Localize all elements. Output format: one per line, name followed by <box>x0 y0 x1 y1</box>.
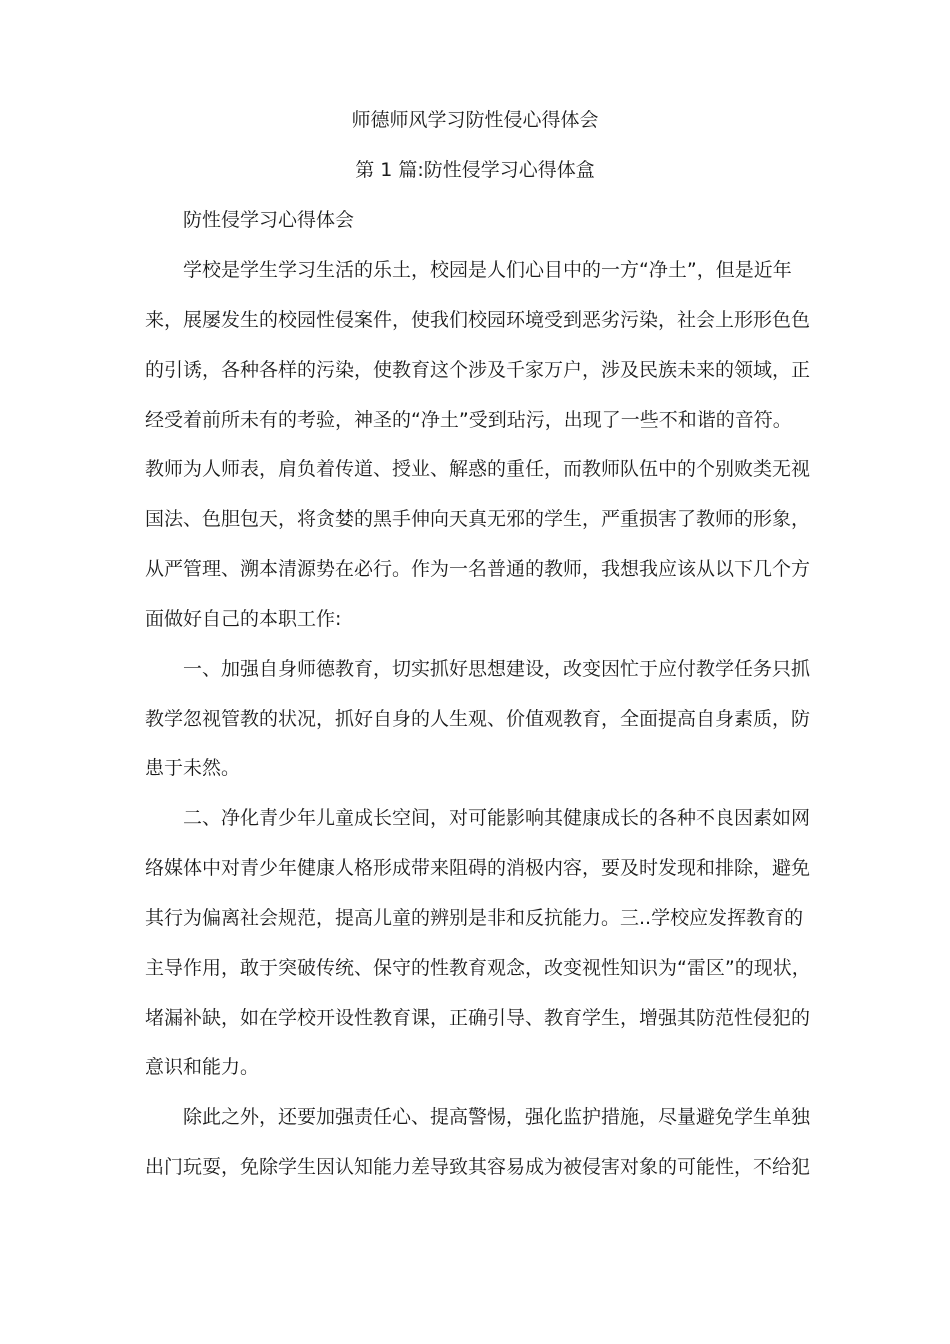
text-line: 从严管理、溯本清源势在必行。作为一名普通的教师，我想我应该从以下几个方 <box>145 558 811 580</box>
text-line: 的引诱，各种各样的污染，使教育这个涉及千家万户，涉及民族未来的领域，正 <box>145 359 811 381</box>
text-line: 防性侵学习心得体会 <box>145 209 355 231</box>
text-line: 患于未然。 <box>145 757 241 779</box>
text-line: 二、净化青少年儿童成长空间，对可能影响其健康成长的各种不良因素如网 <box>145 807 811 829</box>
text-line: 教学忽视管教的状况，抓好自身的人生观、价值观教育，全面提高自身素质，防 <box>145 708 811 730</box>
text-line: 出门玩耍，免除学生因认知能力差导致其容易成为被侵害对象的可能性，不给犯 <box>145 1156 811 1178</box>
text-line: 络媒体中对青少年健康人格形成带来阻碍的消极内容，要及时发现和排除，避免 <box>145 857 811 879</box>
text-line: 学校是学生学习生活的乐土，校园是人们心目中的一方“净土”，但是近年 <box>145 259 792 281</box>
text-line: 教师为人师表，肩负着传道、授业、解惑的重任，而教师队伍中的个别败类无视 <box>145 458 811 480</box>
text-line: 来，展屡发生的校园性侵案件，使我们校园环境受到恶劣污染，社会上形形色色 <box>145 309 811 331</box>
text-line: 意识和能力。 <box>145 1056 260 1078</box>
text-line: 堵漏补缺，如在学校开设性教育课，正确引导、教育学生，增强其防范性侵犯的 <box>145 1007 811 1029</box>
text-line: 其行为偏离社会规范，提高儿童的辨别是非和反抗能力。三..学校应发挥教育的 <box>145 907 804 929</box>
text-line: 经受着前所未有的考验，神圣的“净土”受到玷污，出现了一些不和谐的音符。 <box>145 409 792 431</box>
text-line: 除此之外，还要加强责任心、提高警惕，强化监护措施，尽量避免学生单独 <box>145 1106 811 1128</box>
document-title: 师德师风学习防性侵心得体会 <box>351 109 599 131</box>
text-line: 主导作用，敢于突破传统、保守的性教育观念，改变视性知识为“雷区”的现状， <box>145 957 811 979</box>
text-line: 面做好自己的本职工作: <box>145 608 342 630</box>
text-line: 一、加强自身师德教育，切实抓好思想建设，改变因忙于应付教学任务只抓 <box>145 658 811 680</box>
document-subtitle: 第 1 篇:防性侵学习心得体盒 <box>355 159 595 181</box>
text-line: 国法、色胆包天，将贪婪的黑手伸向天真无邪的学生，严重损害了教师的形象， <box>145 508 811 530</box>
